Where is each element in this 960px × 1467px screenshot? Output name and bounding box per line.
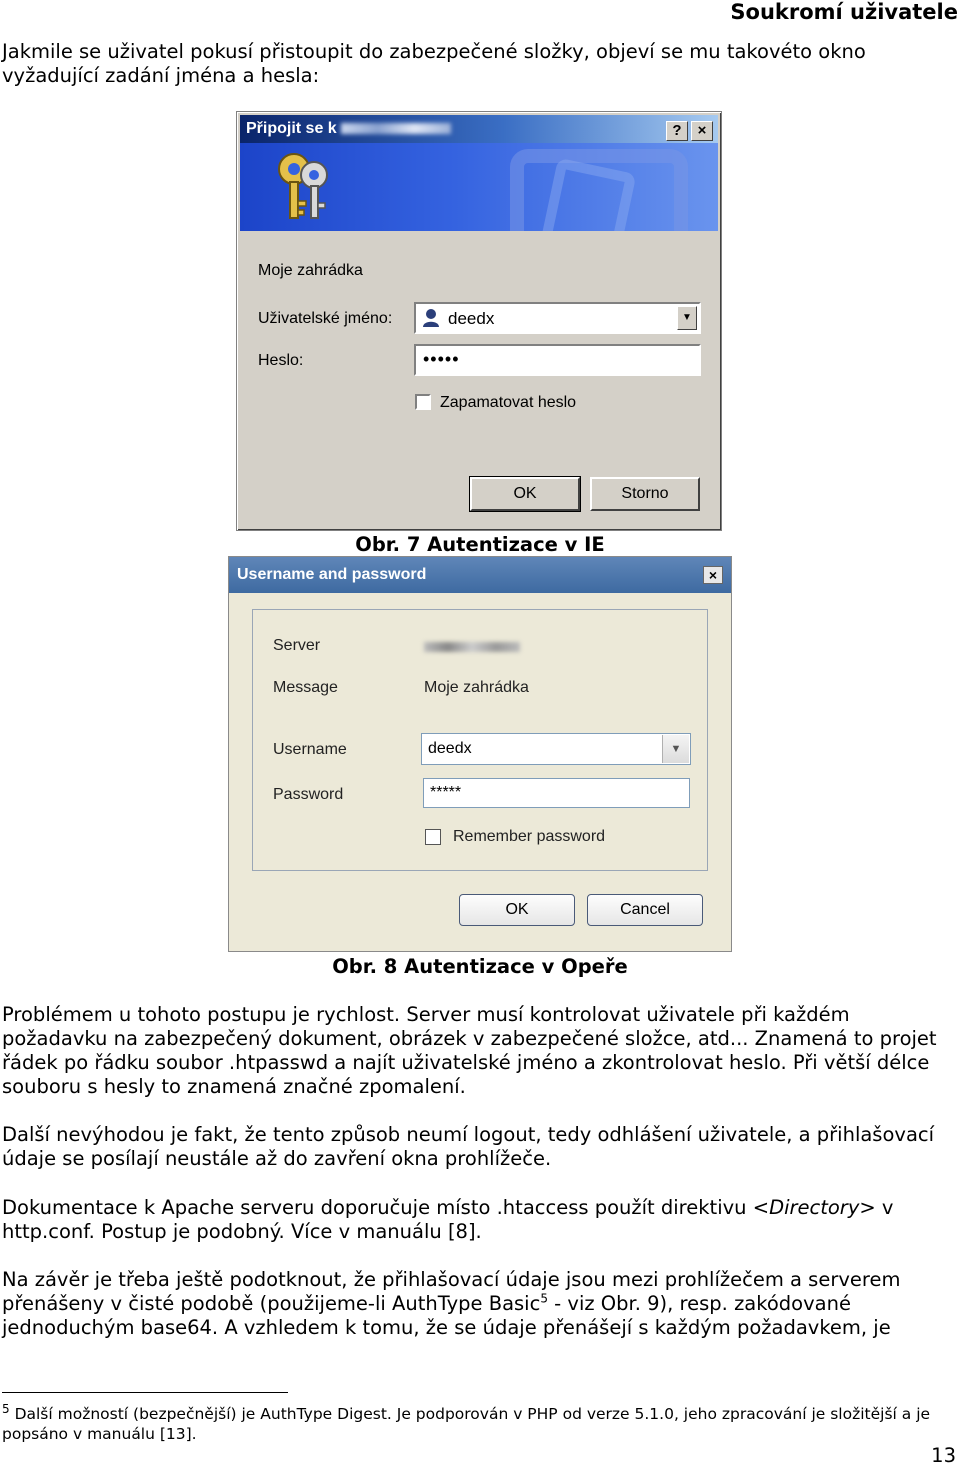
opera-dialog-title: Username and password (237, 566, 427, 583)
password-label: Password (273, 786, 344, 803)
message-label: Message (273, 679, 338, 696)
password-value: ***** (430, 784, 462, 801)
figure7-caption: Obr. 7 Autentizace v IE (355, 533, 605, 556)
password-label: Heslo: (258, 352, 304, 369)
close-button[interactable]: × (691, 121, 713, 141)
password-field[interactable] (414, 344, 701, 376)
ie-auth-dialog (236, 111, 722, 531)
ie-dialog-title: Připojit se k (246, 120, 337, 137)
close-button[interactable]: × (703, 566, 723, 584)
running-header: Soukromí uživatele (730, 0, 958, 24)
ie-dialog-titlebar (240, 115, 718, 143)
paragraph-speed: Problémem u tohoto postupu je rychlost. Server musí kontrolovat uživatele při každém požadavku na zabezpečený dokument, obrázek v zabezpečené složce, atd... Znamená to projet řádek po řádku soubor .htpasswd a najít uživatelské jméno a zkontrolovat heslo. Při větší délce souboru s hesly to znamená značné zpomalení. (2, 1003, 937, 1098)
figure8-caption: Obr. 8 Autentizace v Opeře (332, 955, 628, 978)
footnote-marker: 5 (2, 1401, 10, 1416)
paragraph-text: Dokumentace k Apache serveru doporučuje místo .htaccess použít direktivu < (2, 1196, 770, 1219)
footnote-text: Další možností (bezpečnější) je AuthType Digest. Je podporován v PHP od verze 5.1.0, jeho zpracování je složitější a je popsáno v manuálu [13]. (2, 1405, 931, 1443)
ok-button[interactable]: OK (470, 477, 580, 511)
cancel-button[interactable]: Cancel (587, 894, 703, 926)
dropdown-arrow-icon[interactable]: ▼ (677, 306, 697, 330)
cancel-button[interactable]: Storno (590, 477, 700, 511)
ie-dialog-banner (240, 143, 718, 231)
footnote-reference[interactable]: 5 (540, 1291, 548, 1306)
username-combobox[interactable] (414, 302, 701, 334)
paragraph-text: Na závěr je třeba ještě podotknout, že přihlašovací údaje jsou mezi prohlížečem a serverem přenášeny v čisté podobě (použijeme-li AuthType Basic (2, 1268, 901, 1315)
remember-label: Zapamatovat heslo (440, 394, 577, 411)
footnote (2, 1401, 956, 1444)
remember-checkbox[interactable] (425, 829, 441, 845)
help-button[interactable]: ? (666, 121, 688, 141)
paragraph-apache-docs (2, 1196, 958, 1244)
blurred-hostname (341, 123, 451, 134)
paragraph-conclusion (2, 1268, 958, 1340)
remember-checkbox[interactable] (415, 394, 431, 410)
message-value: Moje zahrádka (424, 679, 529, 696)
dropdown-arrow-icon[interactable]: ▼ (662, 735, 689, 763)
username-combobox[interactable] (421, 733, 691, 765)
password-field[interactable] (423, 778, 690, 808)
blurred-server-name (424, 642, 520, 652)
password-value: ••••• (423, 349, 460, 369)
keys-icon (268, 149, 338, 225)
opera-auth-dialog (228, 556, 732, 952)
directive-name: Directory (769, 1196, 860, 1219)
username-label: Uživatelské jméno: (258, 310, 393, 327)
intro-paragraph: Jakmile se uživatel pokusí přistoupit do zabezpečené složky, objeví se mu takovéto okno vyžadující zadání jména a hesla: (2, 40, 866, 87)
realm-label: Moje zahrádka (258, 262, 363, 279)
user-icon (421, 308, 441, 328)
server-label: Server (273, 637, 321, 654)
footnote-separator (2, 1392, 288, 1393)
username-value: deedx (448, 309, 495, 328)
username-value: deedx (428, 740, 472, 757)
paragraph-logout: Další nevýhodou je fakt, že tento způsob neumí logout, tedy odhlášení uživatele, a přihlašovací údaje se posílají neustále až do zavření okna prohlížeče. (2, 1123, 935, 1170)
opera-dialog-titlebar (229, 557, 731, 593)
page-number: 13 (931, 1444, 956, 1467)
username-label: Username (273, 741, 347, 758)
ok-button[interactable]: OK (459, 894, 575, 926)
paragraph-text: > v http.conf. Postup je podobný. Více v manuálu [8]. (2, 1196, 894, 1243)
credentials-group (252, 609, 708, 871)
remember-label: Remember password (453, 828, 606, 845)
paragraph-text: - viz Obr. 9), resp. zakódované jednoduchým base64. A vzhledem k tomu, že se údaje přenášejí s každým požadavkem, je (2, 1292, 891, 1339)
